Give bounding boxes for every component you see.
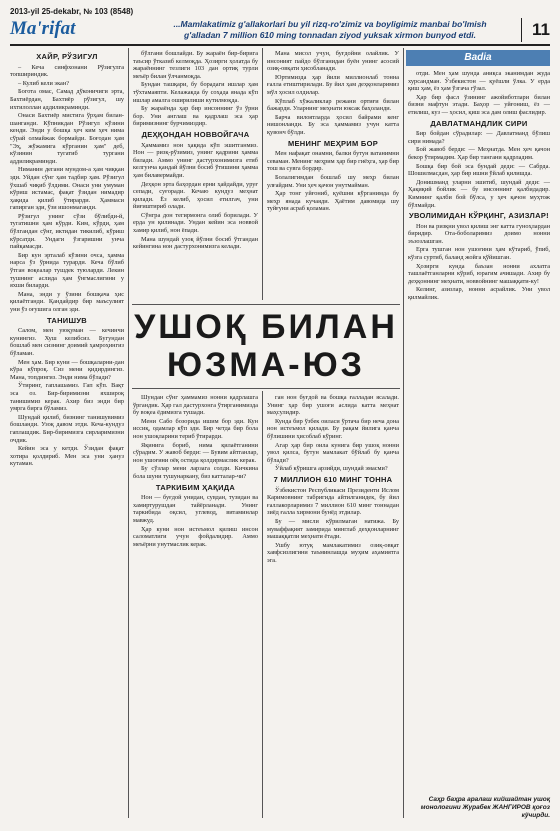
paragraph: отди. Мен ҳам шунда аниқса эканимдан жуда хурсандман. Ўзбекистон — қуёшли ўлка. У ерда қиш ҳам, ёз ҳам ўзгача гўзал. [408,70,550,93]
paragraph: Мана мисол учун, буғдойни олайлик. У инсоният пайдо бўлганидан буён унинг асосий озиқ-овқати ҳисобланади. [267,50,399,73]
article-title: 7 МИЛЛИОН 610 МИНГ ТОННА [273,474,393,484]
paragraph: Ушбу ютуқ мамлакатимиз озиқ-овқат хавфсизлигини таъминлашда муҳим аҳамиятга эга. [267,541,399,564]
headline-rule [132,304,400,305]
issue-date: 2013-yil 25-dekabr, № 103 (8548) [10,7,134,16]
column-2 [133,50,258,300]
paragraph: Мен ҳам. Бир куни — бошқаларни-дан кўра кўпроқ. Сиз мени қидирдингиз. Мана, топдингиз. Энди нима бўлади? [10,358,124,381]
paragraph: Ўйлаб кўришга арзийди, шундай эмасми? [275,465,388,473]
paragraph: Онаси Бахтиёр мистига ўрҳам билан-шанганди. Кўпникдан Рўзигул кўзини кенди. Энди у бошқа ҳеч ким ҳеч нима сўрай олмайжак бормайди. Боғодан ҳам "Эҳ, жўжамига кўрганин ҳам" деб, кўзинин тугатиб тургани аддиликраминди. [10,112,124,165]
paragraph: Мен нафақат онамни, балки бутун ватанимни севаман. Менинг меҳрим ҳар бир гиёҳга, ҳар бир тош ва сувга бордир. [267,150,399,173]
column-4 [408,70,550,794]
paragraph: Мана шундай узоқ йўлни босиб ўтгандан кейингина нон дастурхонимизга келади. [133,235,258,251]
paragraph: Бундан ташқари, бу борадаги ишлар ҳам тўхтамаяпти. Келажакда бу соҳада янада кўп ишлар амалга оширилиши кутилмоқда. [133,81,258,104]
article-title: ДЕҲҚОНДАН НОВВОЙГАЧА [141,129,250,139]
paragraph: Ҳар бир фасл ўзининг ажойиботлари билан бизни мафтун этади. Баҳор — уйғониш, ёз — етилиш, куз — ҳосил, қиш эса дам олиш фаслидир. [408,93,550,116]
paragraph: Болалигимдан бошлаб шу меҳр билан улғайдим. Уни ҳеч қачон унутмайман. [267,173,399,189]
column-rule [403,48,404,818]
paragraph: Кейин эса у кетди. Ўзидан фақат хотира қолдириб. Мен эса уни ҳануз кутаман. [10,445,124,468]
masthead [10,18,550,46]
paragraph: Салом, мен уюқуман — кечинчи кунингиз. Хуш келибсиз. Бугундан бошлаб мен сизнинг доимий ҳамроҳингиз бўламан. [10,327,124,357]
feature-column-1 [133,394,258,818]
paragraph: Юртимизда ҳар йили миллионлаб тонна ғалла етиштирилади. Бу йил ҳам деҳқонларимиз мўл ҳосил олдилар. [267,73,399,96]
paragraph: Сўнгра дон тегирмонга олиб борилади. У ерда ун қилинади. Ундан кейин эса новвой хамир қилиб, нон ёпади. [133,211,258,235]
paragraph: Ҳар куни нон истеъмол қилиш инсон саломатлиги учун фойдалидир. Аммо меъёрни унутмаслик керак. [133,525,258,548]
paragraph: Барча вилоятларда ҳосил байрами кенг нишонланди. Бу эса ҳаммамиз учун катта қувонч бўлди. [267,113,399,136]
author-signoff: Саҳр баҳра аралаш кийшайтан ушоқ монологини Журабек ЖАНГИРОВ қоғоз кўчирди. [420,796,550,819]
column-1 [10,50,124,818]
column-3 [267,50,399,300]
issue-line [10,6,550,18]
paragraph: Бой жавоб берди: — Меҳнатда. Мен ҳеч қачон бекор ўтирмадим. Ҳар бир тангани қадрладим. [408,146,550,161]
paragraph: Донишманд уларни эшитиб, шундай деди: — Ҳақиқий бойлик — бу инсоннинг қалбидадир. Кимнинг қалби бой бўлса, у ҳеч қачон муҳтож бўлмайди. [408,178,550,209]
paragraph: Яқинига бориб, нима қилаётганини сўрадим. У жавоб берди: — Бувим айтганлар, нон ушоғини оёқ остида қолдирмаслик керак. [133,441,258,464]
paragraph: Келинг, азизлар, нонни асрайлик. Уни увол қилмайлик. [408,286,550,302]
paragraph: Ҳар тонг уйғониб, қуёшни кўрганимда бу меҳр янада кучаяди. Ҳаётим давомида шу туйғуни асраб қоламан. [267,190,399,213]
newspaper-page [10,6,550,824]
article-title: ТАНИШУВ [46,315,88,325]
article-title: МЕНИНГ МЕҲРИМ БОР [287,138,379,148]
paragraph: Ҳозирги кунда баъзан нонни ахлатга ташлаётганларни кўриб, юрагим ачишади. Ахир бу деҳқоннинг меҳнати, новвойнинг машаққати-ку! [408,262,550,285]
paragraph: Рўзигул унинг сўзи бўлибди-й, тугатишни ҳам кўрди. Ким, кўрди, ҳам бўлгандан сўнг, иктидан тикилиб, кўриш кўрсатди. Ундаги ўзгаришни унча пайқамасди. [10,212,124,251]
feature-headline [130,308,402,386]
page-number: 11 [521,18,550,42]
paragraph: Агар ҳар бир оила кунига бир ушоқ нонни увол қилса, бутун мамлакат бўйлаб бу қанча бўлади? [267,441,399,464]
column-rule [128,48,129,818]
article-title: УВОЛИМИДАН КЎРҚИНГ, АЗИЗЛАР! [409,211,549,221]
paragraph: Кўплаб хўжаликлар режани ортиғи билан бажарди. Уларнинг меҳнати юксак баҳоланди. [267,97,399,113]
feature-headline-line-1: УШОҚ БИЛАН [134,308,398,346]
paragraph: Шундан сўнг ҳаммамиз нонни қадрлашга ўргандик. Ҳар гал дастурхонга ўтирганимизда бу воқеа ёдимизга тушади. [133,394,258,417]
paragraph: Ўтиринг, гаплашамиз. Гап кўп. Вақт эса оз. Бир-биримизни яхшироқ танишимиз керак. Ахир биз энди бир умрга бирга бўламиз. [10,382,124,413]
column-rule [262,48,263,300]
rubric-label: Badia [406,50,550,66]
paragraph: Бошқа бир бой эса бундай деди: — Сабрда. Шошилмасдан, ҳар бир ишни ўйлаб қилишда. [408,162,550,178]
paragraph: Бу жараёнда ҳар бир инсоннинг ўз ўрни бор. Уни англаш ва қадрлаш эса ҳар биримизнинг бурчимиздир. [133,105,258,128]
paragraph: бўлгани бошлайди. Бу жараён бир-бирига таъсир ўтказиб келмоқда. Ҳозирги ҳолатда бу жараённинг тезлиги 103 дан ортиқ турли меъёр билан ўлчанмоқда. [133,50,258,80]
headline-rule [132,388,400,389]
paragraph: Мана, энди у ўзини бошқача ҳис қилаётганди. Қандайдир бир маъсулият уни ўз оғушига олган эди. [10,290,124,313]
paragraph: Ерга тушган нон ушоғини ҳам кўтариб, ўпиб, кўзга суртиб, баланд жойга қўйишган. [408,246,550,262]
article-title: ТАРКИБИМ ҲАҚИДА [155,482,236,492]
masthead-headline: ...Mamlakatimiz g'allakorlari bu yil rizq-ro'zimiz va boyligimiz manbai bo'lmish g'alladan 7 million 610 ming tonnadan ziyod yuksak xirmon bunyod etdi. [173,19,487,40]
feature-column-2 [267,394,399,818]
paragraph: Мени Сабо бозорида ишим бор эди. Кун иссиқ, одамлар кўп эди. Бир четда бир бола нон ушоқларини териб ўтирарди. [133,417,258,440]
paragraph: Нон ва ризқни увол қилиш энг катта гуноҳлардан биридир. Ота-боболаримиз доимо нонни эъзозлашган. [408,222,550,245]
article-title: ХАЙР, РЎЗИГУЛ [36,52,98,61]
paragraph: Шундай қилиб, бизнинг танишувимиз бошланди. Узоқ давом этди. Кеча-кундуз гаплашдик. Бир-биримизга сирларимизни очдик. [10,413,124,444]
paragraph: Деҳқон эрта баҳордан ерни ҳайдайди, уруғ сепади, суғоради. Кечаю кундуз меҳнат қилади. Ёз келиб, ҳосил етилгач, уни йиғиштириб олади. [133,180,258,211]
paragraph: ган нон буғдой ва бошқа ғалладан ясалади. Унинг ҳар бир ушоғи аслида катта меҳнат маҳсулидир. [267,394,399,417]
paragraph: Бу сўзлар мени ларзага солди. Кичкина бола шуни тушунаркану, биз катталар-чи? [133,465,258,480]
paragraph: Нон — буғдой унидан, сувдан, тузидан ва хамиртурушдан тайёрланади. Унинг таркибида оқсил, углевод, витаминлар мавжуд. [133,494,258,524]
paragraph: Кунда бир ўзбек оиласи ўртача бир неча дона нон истеъмол қилади. Бу рақам йилига қанча бўлишини ҳисоблаб кўринг. [267,417,399,440]
paragraph: Ниманин дегани мундом-а ҳам чиққан эди. Уйдан сўнг ҳам тадбир ҳам. Рўзигул ўхшаб чиқиб ўлдими. Онаси уни умуман кўриш истамас, фақат ўзидан нимадир ҳақида қилиб ўтирарди. Ҳаммаси гапирган эди, ўзи ишонмаганди. [10,166,124,212]
paragraph: Богота омас, Самад дўконичиги эрта, Бахтиёрдан, Бахтиёр рўзигул, шу ихтилоллан аддиликраминди. [10,88,124,111]
paragraph: Ўзбекистон Республикаси Президенти Ислом Каримовнинг табригида айтилганидек, бу йил ғаллакорларимиз 7 миллион 610 минг тоннадан зиёд ғалла хирмони бунёд этдилар. [267,486,399,517]
newspaper-title: Ma'rifat [10,18,76,39]
paragraph: Бу — мисли кўрилмаган натижа. Бу муваффақият замирида минглаб деҳқонларнинг машаққатли меҳнати ётади. [267,517,399,541]
article-title: ДАВЛАТМАНДЛИК СИРИ [430,118,528,128]
paragraph: Бир бойдан сўрадилар: — Давлатманд бўлиш сири нимада? [408,130,550,145]
paragraph: Ҳаммамиз нон ҳақида кўп эшитганмиз. Нон — ризқ-рўзимиз, унинг қадрини ҳамма билади. Аммо унинг дастурхонимизга етиб келгунча қандай йўлни босиб ўтишини ҳамма ҳам билавермайди. [133,141,258,179]
column-rule [262,391,263,818]
paragraph: Бир кун эрталаб кўзини очса, ҳамма нарса ўз ўрнида турарди. Кеча бўлиб ўтган воқеалар тушдек туюларди. Лекин тушнинг аслида ҳам ўнгмаслигини у яхши биларди. [10,251,124,290]
feature-headline-line-2: ЮЗМА-ЮЗ [167,346,365,384]
paragraph: – Кулиб кели экан? [18,79,70,87]
paragraph: – Кеча синфхонани Рўзигулга топшириндик. [10,63,124,79]
